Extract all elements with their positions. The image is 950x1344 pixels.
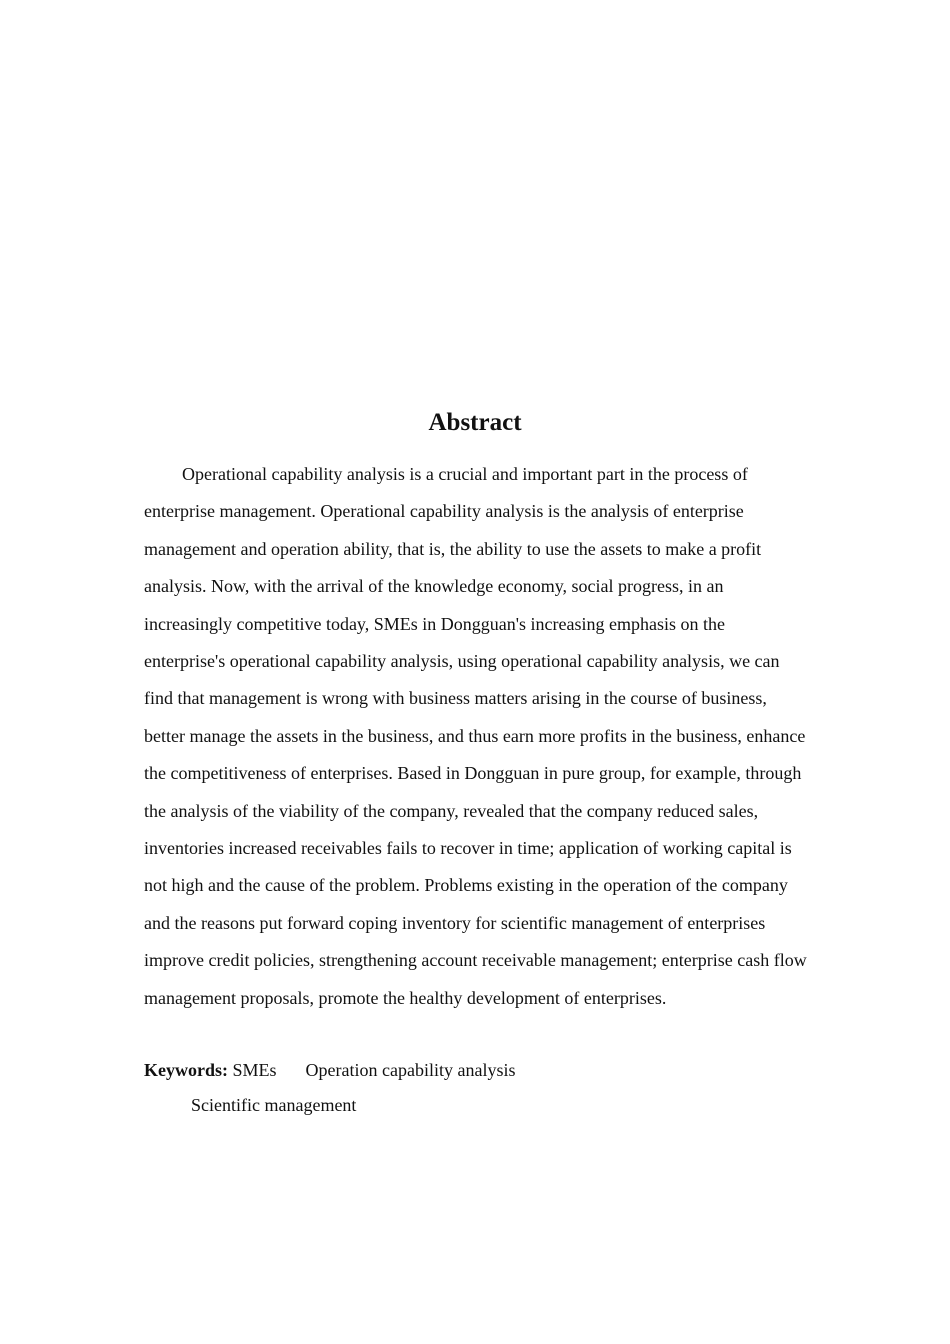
abstract-heading: Abstract xyxy=(428,409,522,436)
keywords-label: Keywords: xyxy=(144,1060,233,1080)
abstract-paragraph: Operational capability analysis is a crucial and important part in the process of enterprise management. Operational capability analysis is the analysis of enterprise management and operation ability, that is, the ability to use the assets to make a profit analysis. Now, with the arrival of the knowledge economy, social progress, in an increasingly competitive today, SMEs in Dongguan's increasing emphasis on the enterprise's operational capability analysis, using operational capability analysis, we can find that management is wrong with business matters arising in the course of business, better manage the assets in the business, and thus earn more profits in the business, enhance the competitiveness of enterprises. Based in Dongguan in pure group, for example, through the analysis of the viability of the company, revealed that the company reduced sales, inventories increased receivables fails to recover in time; application of working capital is not high and the cause of the problem. Problems existing in the operation of the company and the reasons put forward coping inventory for scientific management of enterprises improve credit policies, strengthening account receivable management; enterprise cash flow management proposals, promote the healthy development of enterprises. xyxy=(144,464,807,1008)
keywords-continuation xyxy=(191,1091,356,1119)
keyword-item: Operation capability analysis xyxy=(305,1060,516,1080)
keyword-item: SMEs xyxy=(232,1060,277,1080)
keyword-item: Scientific management xyxy=(191,1095,357,1115)
keywords-line xyxy=(144,1056,810,1084)
